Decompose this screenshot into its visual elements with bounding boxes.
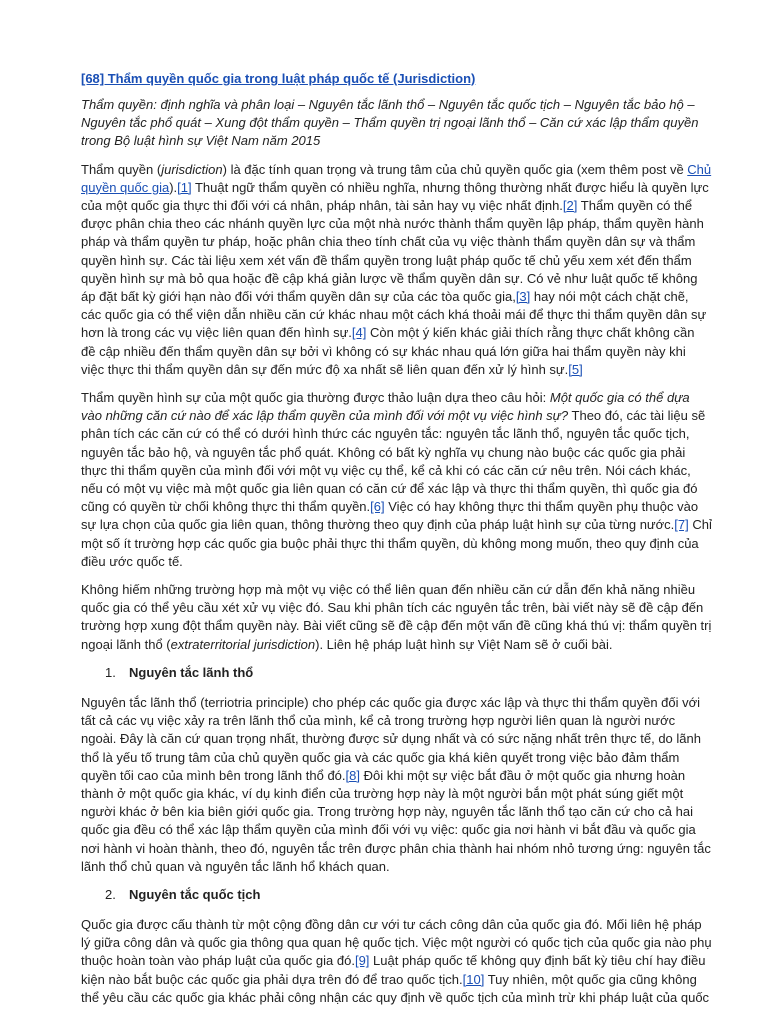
footnote-link-4[interactable]: [4] bbox=[351, 325, 367, 341]
article-title bbox=[81, 70, 712, 88]
article-title-link[interactable]: [68] Thẩm quyền quốc gia trong luật pháp quốc tế (Jurisdiction) bbox=[81, 71, 476, 86]
footnote-link-5[interactable]: [5] bbox=[568, 361, 583, 377]
footnote-link-1[interactable]: [1] bbox=[177, 179, 192, 195]
paragraph-2: Thẩm quyền hình sự của một quốc gia thường được thảo luận dựa theo câu hỏi: Một quốc gia có thể dựa vào những căn cứ nào để xác lập thẩm quyền của mình đối với một vụ việc hình sự? Theo đó, các tài liệu sẽ phân tích các căn cứ có thể có dưới hình thức các nguyên tắc: nguyên tắc lãnh thổ, nguyên tắc quốc tịch, nguyên tắc bảo hộ, và nguyên tắc phổ quát. Không có bất kỳ nghĩa vụ chung nào buộc các quốc gia phải thực thi thẩm quyền của mình đối với một vụ việc cụ thể, kể cả khi có các căn cứ nêu trên. Nói cách khác, nếu có một vụ việc mà một quốc gia liên quan có căn cứ để xác lập và thực thi thẩm quyền, thì quốc gia đó cũng có quyền từ chối không thực thi thẩm quyền.[6] Việc có hay không thực thi thẩm quyền phụ thuộc vào sự lựa chọn của quốc gia liên quan, thông thường theo quy định của pháp luật hình sự của từng nước.[7] Chỉ một số ít trường hợp các quốc gia buộc phải thực thi thẩm quyền, dù không mong muốn, theo quy định của điều ước quốc tế. bbox=[81, 390, 712, 569]
footnote-link-8[interactable]: [8] bbox=[345, 767, 360, 783]
section-title: Nguyên tắc quốc tịch bbox=[129, 886, 261, 902]
footnote-link-10[interactable]: [10] bbox=[462, 971, 485, 987]
footnote-link-3[interactable]: [3] bbox=[515, 289, 531, 305]
footnote-link-2[interactable]: [2] bbox=[562, 198, 578, 214]
paragraph-1: Thẩm quyền (jurisdiction) là đặc tính quan trọng và trung tâm của chủ quyền quốc gia (xem thêm post về Chủ quyền quốc gia).[1] Thuật ngữ thẩm quyền có nhiều nghĩa, nhưng thông thường nhất được hiểu là quyền lực của một quốc gia thực thi đối với cá nhân, pháp nhân, tài sản hay vụ việc nhất định.[2] Thẩm quyền có thể được phân chia theo các nhánh quyền lực của một nhà nước thành thẩm quyền lập pháp, thẩm quyền hành pháp và thẩm quyền tư pháp, hoặc phân chia theo tính chất của vụ việc thành thẩm quyền dân sự và thẩm quyền hình sự. Các tài liệu xem xét vấn đề thẩm quyền trong luật pháp quốc tế chủ yếu xem xét đến thẩm quyền hình sự mà bỏ qua hoặc đề cập khá giản lược về thẩm quyền dân sự. Có vẻ như luật quốc tế không áp đặt bất kỳ giới hạn nào đối với thẩm quyền dân sự của các tòa quốc gia,[3] hay nói một cách chặt chẽ, các quốc gia có thể viện dẫn nhiều căn cứ khác nhau một cách khá thoải mái để thực thi thẩm quyền dân sự hơn là trong các vụ việc liên quan đến hình sự.[4] Còn một ý kiến khác giải thích rằng thực chất không cần đề cập nhiều đến thẩm quyền dân sự bởi vì không có sự khác nhau quá lớn giữa hai thẩm quyền này khi việc thực thi thẩm quyền dân sự đến mức độ xa nhất sẽ liên quan đến xử lý hình sự.[5] bbox=[81, 161, 712, 377]
article-subtitle: Thẩm quyền: định nghĩa và phân loại – Nguyên tắc lãnh thổ – Nguyên tắc quốc tịch – Nguyên tắc bảo hộ – Nguyên tắc phổ quát – Xung đột thẩm quyền – Thẩm quyền trị ngoại lãnh thổ – Căn cứ xác lập thẩm quyền trong Bộ luật hình sự Việt Nam năm 2015 bbox=[81, 97, 699, 149]
footnote-link-7[interactable]: [7] bbox=[674, 517, 689, 533]
paragraph-5: Quốc gia được cấu thành từ một cộng đồng dân cư với tư cách công dân của quốc gia đó. Mối liên hệ pháp lý giữa công dân và quốc gia thông qua quan hệ quốc tịch. Việc một người có quốc tịch của quốc gia nào phụ thuộc hoàn toàn vào pháp luật của quốc gia đó.[9] Luật pháp quốc tế không quy định bất kỳ tiêu chí hay điều kiện nào bắt buộc các quốc gia phải dựa trên đó để trao quốc tịch.[10] Tuy nhiên, một quốc gia cũng không thể yêu cầu các quốc gia khác phải công nhận các quy định về quốc tịch của mình trừ khi pháp luật của quốc bbox=[81, 916, 712, 1005]
sovereignty-post-link[interactable]: Chủ quyền quốc gia bbox=[81, 161, 712, 195]
paragraph-3: Không hiếm những trường hợp mà một vụ việc có thể liên quan đến nhiều căn cứ dẫn đến khả năng nhiều quốc gia có thể yêu cầu xét xử vụ việc đó. Sau khi phân tích các nguyên tắc trên, bài viết này sẽ đề cập đến trường hợp xung đột thẩm quyền này. Bài viết cũng sẽ đề cập đến một vấn đề cũng khá thú vị: thẩm quyền trị ngoại lãnh thổ (extraterritorial jurisdiction). Liên hệ pháp luật hình sự Việt Nam sẽ ở cuối bài. bbox=[81, 582, 712, 652]
section-number: 1. bbox=[105, 664, 116, 680]
footnote-link-9[interactable]: [9] bbox=[354, 953, 370, 969]
section-number: 2. bbox=[105, 886, 116, 902]
section-heading-1 bbox=[105, 664, 712, 682]
section-title: Nguyên tắc lãnh thổ bbox=[129, 664, 254, 680]
footnote-link-6[interactable]: [6] bbox=[370, 499, 385, 515]
section-heading-2 bbox=[105, 886, 712, 904]
paragraph-4: Nguyên tắc lãnh thổ (terriotria principle) cho phép các quốc gia được xác lập và thực thi thẩm quyền đối với tất cả các vụ việc xảy ra trên lãnh thổ của mình, kể cả trong trường hợp người liên quan là người nước ngoài. Đây là căn cứ quan trọng nhất, thường được sử dụng nhất và có sức nặng nhất trên thực tế, do lãnh thổ là yếu tố trung tâm của chủ quyền quốc gia và các quốc gia khá kiên quyết trong việc bảo đảm thẩm quyền tối cao của mình bên trong lãnh thổ đó.[8] Đôi khi một sự việc bắt đầu ở một quốc gia nhưng hoàn thành ở một quốc gia khác, ví dụ kinh điển của trường hợp này là một người bắn một phát súng giết một người khác ở bên kia biên giới quốc gia. Trong trường hợp này, nguyên tắc lãnh thổ tạo căn cứ cho cả hai quốc gia đều có thể xác lập thẩm quyền của mình đối với vụ việc: quốc gia nơi hành vi bắt đầu và quốc gia nơi hành vi hoàn thành, theo đó, nguyên tắc trên được phân chia thành hai nhóm nhỏ tương ứng: nguyên tắc lãnh thổ chủ quan và nguyên tắc lãnh hổ khách quan. bbox=[81, 694, 711, 874]
